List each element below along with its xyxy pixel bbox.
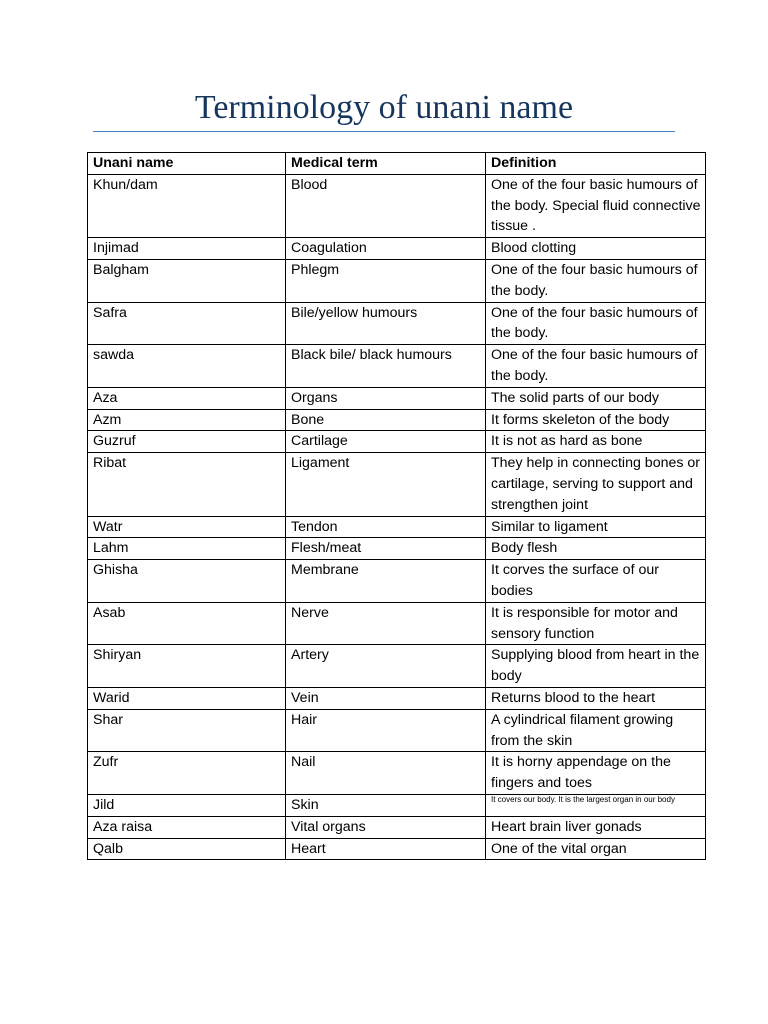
cell-unani-name: Ghisha [88, 560, 286, 603]
table-row [88, 174, 706, 237]
cell-definition: One of the vital organ [486, 838, 706, 860]
cell-medical-term: Vital organs [286, 816, 486, 838]
table-row [88, 409, 706, 431]
cell-medical-term: Organs [286, 387, 486, 409]
cell-medical-term: Artery [286, 645, 486, 688]
cell-definition: It corves the surface of our bodies [486, 560, 706, 603]
cell-unani-name: sawda [88, 345, 286, 388]
cell-definition: They help in connecting bones or cartilage, serving to support and strengthen joint [486, 453, 706, 516]
cell-medical-term: Vein [286, 687, 486, 709]
table-row [88, 302, 706, 345]
cell-unani-name: Watr [88, 516, 286, 538]
cell-medical-term: Membrane [286, 560, 486, 603]
cell-medical-term: Tendon [286, 516, 486, 538]
cell-definition: Heart brain liver gonads [486, 816, 706, 838]
header-medical-term: Medical term [286, 153, 486, 175]
table-row [88, 602, 706, 645]
cell-unani-name: Azm [88, 409, 286, 431]
cell-medical-term: Hair [286, 709, 486, 752]
cell-medical-term: Nerve [286, 602, 486, 645]
table-row [88, 387, 706, 409]
cell-definition: Supplying blood from heart in the body [486, 645, 706, 688]
header-definition: Definition [486, 153, 706, 175]
cell-definition: It is responsible for motor and sensory function [486, 602, 706, 645]
cell-definition [486, 794, 706, 816]
cell-definition: A cylindrical filament growing from the skin [486, 709, 706, 752]
cell-medical-term: Skin [286, 794, 486, 816]
cell-unani-name: Aza raisa [88, 816, 286, 838]
cell-definition: It is not as hard as bone [486, 431, 706, 453]
cell-unani-name: Asab [88, 602, 286, 645]
cell-definition: One of the four basic humours of the body. [486, 259, 706, 302]
cell-unani-name: Lahm [88, 538, 286, 560]
table-row [88, 516, 706, 538]
cell-unani-name: Jild [88, 794, 286, 816]
table-row [88, 453, 706, 516]
cell-medical-term: Coagulation [286, 238, 486, 260]
cell-definition: One of the four basic humours of the body. [486, 302, 706, 345]
cell-medical-term: Bile/yellow humours [286, 302, 486, 345]
cell-definition: Blood clotting [486, 238, 706, 260]
cell-definition: One of the four basic humours of the body. [486, 345, 706, 388]
cell-unani-name: Aza [88, 387, 286, 409]
cell-unani-name: Injimad [88, 238, 286, 260]
cell-medical-term: Heart [286, 838, 486, 860]
terminology-table [87, 152, 706, 860]
table-row [88, 687, 706, 709]
cell-definition: Returns blood to the heart [486, 687, 706, 709]
table-row [88, 259, 706, 302]
cell-unani-name: Safra [88, 302, 286, 345]
table-row [88, 816, 706, 838]
table-row [88, 560, 706, 603]
cell-unani-name: Guzruf [88, 431, 286, 453]
table-row [88, 752, 706, 795]
cell-definition: Similar to ligament [486, 516, 706, 538]
cell-medical-term: Flesh/meat [286, 538, 486, 560]
table-header-row [88, 153, 706, 175]
cell-definition: One of the four basic humours of the body. Special fluid connective tissue . [486, 174, 706, 237]
cell-medical-term: Cartilage [286, 431, 486, 453]
header-unani-name: Unani name [88, 153, 286, 175]
cell-medical-term: Phlegm [286, 259, 486, 302]
cell-unani-name: Ribat [88, 453, 286, 516]
cell-unani-name: Shar [88, 709, 286, 752]
cell-medical-term: Ligament [286, 453, 486, 516]
cell-unani-name: Zufr [88, 752, 286, 795]
cell-definition: The solid parts of our body [486, 387, 706, 409]
cell-unani-name: Warid [88, 687, 286, 709]
cell-medical-term: Bone [286, 409, 486, 431]
cell-unani-name: Qalb [88, 838, 286, 860]
table-row [88, 238, 706, 260]
cell-unani-name: Balgham [88, 259, 286, 302]
title-underline [93, 131, 675, 132]
cell-definition: It is horny appendage on the fingers and toes [486, 752, 706, 795]
cell-medical-term: Blood [286, 174, 486, 237]
small-print-definition: It covers our body. It is the largest organ in our body [491, 794, 675, 804]
table-row [88, 794, 706, 816]
cell-medical-term: Nail [286, 752, 486, 795]
cell-definition: Body flesh [486, 538, 706, 560]
cell-unani-name: Khun/dam [88, 174, 286, 237]
page-title: Terminology of unani name [194, 89, 574, 126]
cell-unani-name: Shiryan [88, 645, 286, 688]
cell-definition: It forms skeleton of the body [486, 409, 706, 431]
table-row [88, 538, 706, 560]
table-row [88, 838, 706, 860]
table-row [88, 709, 706, 752]
table-row [88, 431, 706, 453]
cell-medical-term: Black bile/ black humours [286, 345, 486, 388]
table-row [88, 345, 706, 388]
table-row [88, 645, 706, 688]
